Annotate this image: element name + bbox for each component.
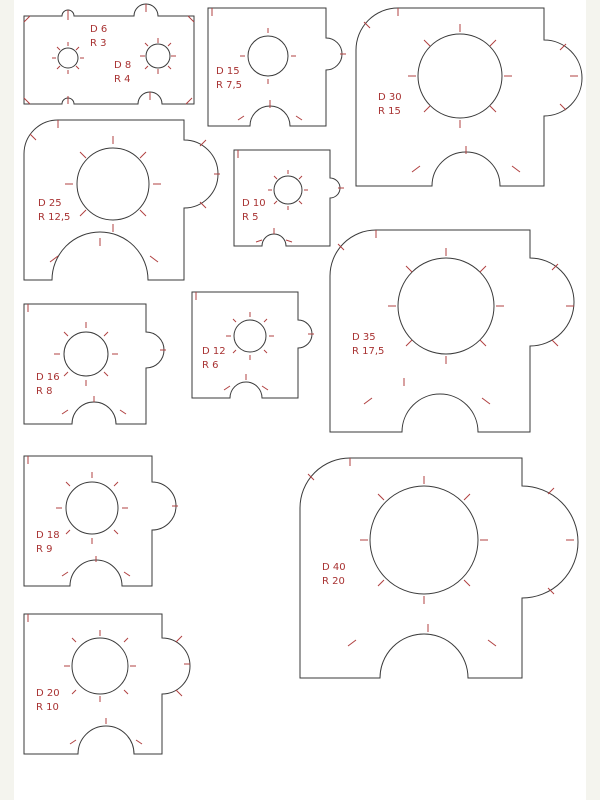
tick-marks — [28, 304, 166, 414]
tick-marks — [196, 292, 314, 390]
card-outline — [24, 304, 164, 424]
label-diameter-d30: D 30 — [378, 92, 402, 103]
label-diameter-d40: D 40 — [322, 562, 346, 573]
label-radius-r7-5: R 7,5 — [216, 80, 243, 91]
hole-d25 — [77, 148, 149, 220]
template-card-d16 — [24, 304, 166, 424]
hole-d12 — [234, 320, 266, 352]
template-card-d25 — [24, 120, 220, 280]
template-card-d15 — [208, 8, 346, 126]
label-diameter-d16: D 16 — [36, 372, 60, 383]
label-diameter-d25: D 25 — [38, 198, 62, 209]
label-radius-r17-5: R 17,5 — [352, 346, 385, 357]
hole-d16 — [64, 332, 108, 376]
label-diameter-d15: D 15 — [216, 66, 240, 77]
card-outline — [24, 614, 190, 754]
label-diameter-d6: D 6 — [90, 24, 108, 35]
hole-d35 — [398, 258, 494, 354]
template-card-d10 — [234, 150, 344, 246]
label-diameter-d35: D 35 — [352, 332, 376, 343]
label-diameter-d18: D 18 — [36, 530, 60, 541]
template-card-d18 — [24, 456, 178, 586]
tick-marks — [24, 4, 194, 104]
template-card-d20 — [24, 614, 190, 754]
label-radius-r15: R 15 — [378, 106, 401, 117]
template-card-d12 — [192, 292, 314, 398]
template-card-d40 — [300, 458, 578, 678]
hole-d6 — [58, 48, 78, 68]
tick-marks — [338, 230, 574, 404]
label-radius-r5: R 5 — [242, 212, 259, 223]
card-outline — [24, 456, 176, 586]
hole-d8 — [146, 44, 170, 68]
label-radius-r12-5: R 12,5 — [38, 212, 71, 223]
template-card-d6-d8 — [24, 4, 194, 104]
tick-marks — [30, 120, 220, 262]
tick-marks — [28, 614, 190, 744]
label-diameter-d8: D 8 — [114, 60, 132, 71]
card-outline — [24, 4, 194, 104]
label-diameter-d20: D 20 — [36, 688, 60, 699]
label-radius-r10: R 10 — [36, 702, 59, 713]
template-card-d35 — [330, 230, 574, 432]
label-radius-r4: R 4 — [114, 74, 131, 85]
tick-marks — [308, 458, 574, 646]
hole-d20 — [72, 638, 128, 694]
hole-d15 — [248, 36, 288, 76]
label-radius-r20: R 20 — [322, 576, 345, 587]
tick-marks — [238, 150, 344, 242]
hole-d30 — [418, 34, 502, 118]
tick-marks — [28, 456, 178, 576]
label-diameter-d10: D 10 — [242, 198, 266, 209]
label-diameter-d12: D 12 — [202, 346, 226, 357]
hole-d18 — [66, 482, 118, 534]
template-card-d30 — [356, 8, 582, 186]
hole-d10 — [274, 176, 302, 204]
label-radius-r3: R 3 — [90, 38, 107, 49]
label-radius-r6: R 6 — [202, 360, 219, 371]
label-radius-r8: R 8 — [36, 386, 53, 397]
hole-d40 — [370, 486, 478, 594]
label-radius-r9: R 9 — [36, 544, 53, 555]
tick-marks — [364, 8, 578, 172]
card-outline — [192, 292, 312, 398]
